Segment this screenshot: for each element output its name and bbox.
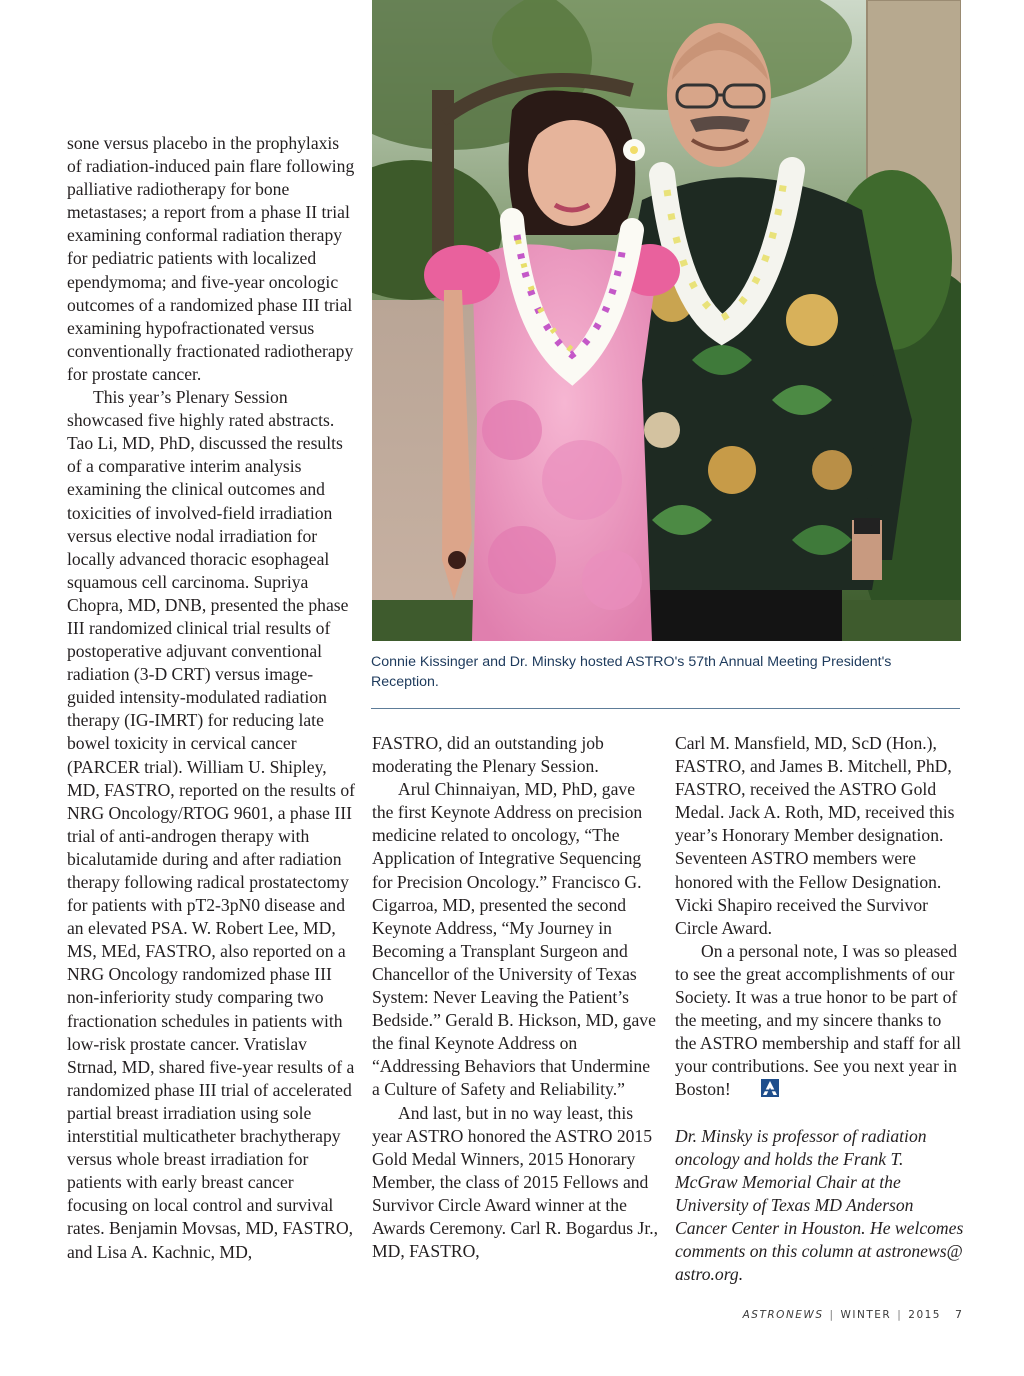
issue-year: 2015 xyxy=(908,1309,941,1321)
article-column-1 xyxy=(67,132,355,1264)
article-paragraph: FASTRO, did an outstanding job moderating the Plenary Session. xyxy=(372,733,604,777)
caption-divider xyxy=(371,708,960,709)
article-paragraph-closing xyxy=(675,940,965,1102)
reception-photo xyxy=(372,0,961,641)
astro-logo-icon xyxy=(735,1079,753,1097)
article-paragraph: And last, but in no way least, this year ASTRO honored the ASTRO 2015 Gold Medal Winners, 2015 Honorary Member, the class of 2015 Fellows and Survivor Circle Award winner at the Awards Ceremony. Carl R. Bogardus Jr., MD, FASTRO, xyxy=(372,1102,659,1262)
article-column-2 xyxy=(372,732,660,1263)
article-paragraph: This year’s Plenary Session showcased five highly rated abstracts. Tao Li, MD, PhD, discussed the results of a comparative interim analysis examining the clinical outcomes and toxicities of involved-field irradiation versus elective nodal irradiation for locally advanced thoracic esophageal squamous cell carcinoma. Supriya Chopra, MD, DNB, presented the phase III randomized clinical trial results of postoperative adjuvant conventional radiation (3-D CRT) versus image-guided intensity-modulated radiation therapy (IG-IMRT) for reducing late bowel toxicity in cervical cancer (PARCER trial). William U. Shipley, MD, FASTRO, reported on the results of NRG Oncology/RTOG 9601, a phase III trial of anti-androgen therapy with bicalutamide during and after radiation therapy following radical prostatectomy for patients with pT2-3pN0 disease and an elevated PSA. W. Robert Lee, MD, MS, MEd, FASTRO, also reported on a NRG Oncology randomized phase III non-inferiority study comparing two fractionation schedules in patients with low-risk prostate cancer. Vratislav Strnad, MD, shared five-year results of a randomized phase III trial of accelerated partial breast irradiation using sole interstitial multicatheter brachytherapy versus whole breast irradiation for patients with early breast cancer focusing on local control and survival rates. Benjamin Movsas, MD, FASTRO, and Lisa A. Kachnic, MD, xyxy=(67,387,355,1262)
article-paragraph: Arul Chinnaiyan, MD, PhD, gave the first Keynote Address on precision medicine related to oncology, “The Application of Integrative Sequencing for Precision Oncology.” Francisco G. Cigarroa, MD, presented the second Keynote Address, “My Journey in Becoming a Transplant Surgeon and Chancellor of the University of Texas System: Never Leaving the Patient’s Bedside.” Gerald B. Hickson, MD, gave the final Keynote Address on “Addressing Behaviors that Undermine a Culture of Safety and Reliability.” xyxy=(372,779,656,1100)
article-paragraph: Carl M. Mansfield, MD, ScD (Hon.), FASTRO, and James B. Mitchell, PhD, FASTRO, received the ASTRO Gold Medal. Jack A. Roth, MD, received this year’s Honorary Member designation. Seventeen ASTRO members were honored with the Fellow Designation. Vicki Shapiro received the Survivor Circle Award. xyxy=(675,733,955,938)
author-bio: Dr. Minsky is professor of radiation oncology and holds the Frank T. McGraw Memorial Chair at the University of Texas MD Anderson Cancer Center in Houston. He welcomes comments on this column at astronews@ astro.org. xyxy=(675,1125,964,1285)
publication-name: ASTRONEWS xyxy=(742,1309,824,1321)
photo-caption: Connie Kissinger and Dr. Minsky hosted ASTRO's 57th Annual Meeting President's Reception. xyxy=(371,654,892,690)
article-paragraph: sone versus placebo in the prophylaxis of radiation-induced pain flare following palliative radiotherapy for bone metastases; a report from a phase II trial examining conformal radiation therapy for pediatric patients with localized ependymoma; and five-year oncologic outcomes of a randomized phase III trial examining hypofractionated versus conventionally fractionated radiotherapy for prostate cancer. xyxy=(67,133,355,384)
issue-season: WINTER xyxy=(840,1309,892,1321)
page-footer: ASTRONEWS | WINTER | 2015 7 xyxy=(742,1308,962,1321)
closing-text: On a personal note, I was so pleased to see the great accomplishments of our Society. It was a true honor to be part of the meeting, and my sincere thanks to the ASTRO membership and staff for all your contributions. See you next year in Boston! xyxy=(675,940,962,1100)
page-number: 7 xyxy=(955,1308,962,1321)
article-column-3 xyxy=(675,732,965,1286)
